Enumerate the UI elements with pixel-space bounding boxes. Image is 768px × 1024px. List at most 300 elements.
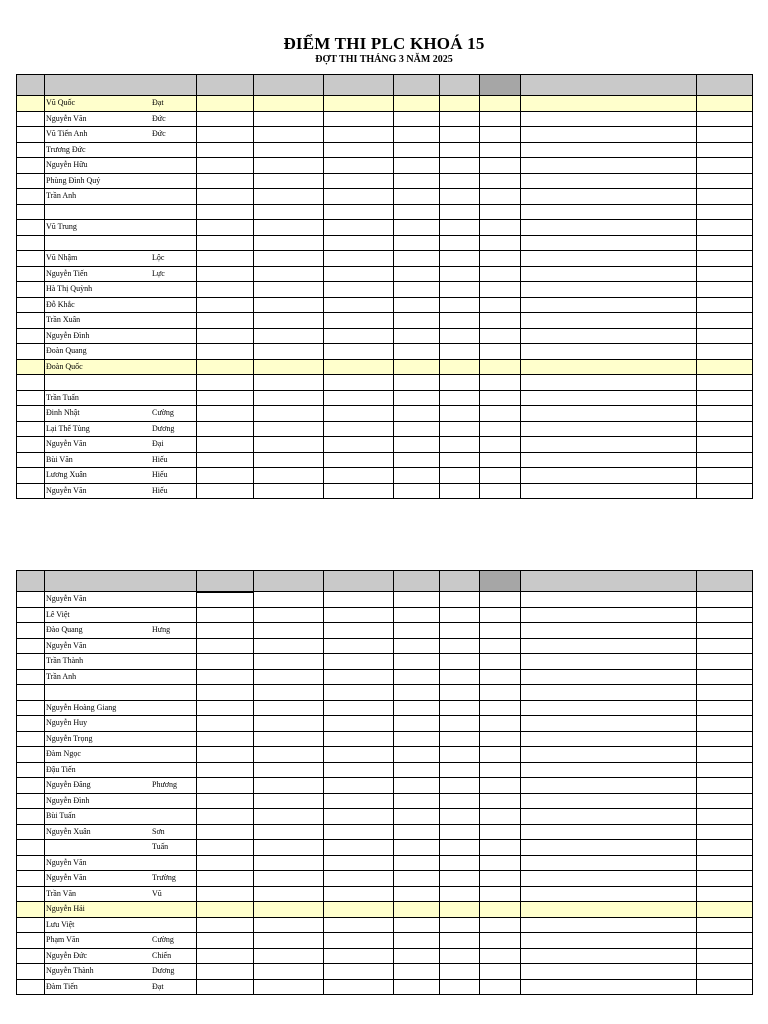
score-cell[interactable] (480, 762, 521, 778)
student-name-cell[interactable] (45, 824, 197, 840)
score-cell[interactable] (254, 251, 324, 267)
score-cell[interactable] (480, 654, 521, 670)
score-cell[interactable] (324, 158, 394, 174)
student-name-cell[interactable] (45, 638, 197, 654)
score-cell[interactable] (394, 483, 440, 499)
student-name-cell[interactable] (45, 483, 197, 499)
score-cell[interactable] (697, 344, 753, 360)
score-cell[interactable] (197, 840, 254, 856)
score-cell[interactable] (521, 840, 697, 856)
score-cell[interactable] (254, 220, 324, 236)
score-cell[interactable] (521, 871, 697, 887)
score-cell[interactable] (324, 902, 394, 918)
score-cell[interactable] (394, 344, 440, 360)
student-name-cell[interactable] (45, 731, 197, 747)
score-cell[interactable] (197, 235, 254, 251)
score-cell[interactable] (17, 607, 45, 623)
score-cell[interactable] (254, 840, 324, 856)
score-cell[interactable] (480, 824, 521, 840)
score-cell[interactable] (394, 375, 440, 391)
score-cell[interactable] (17, 979, 45, 995)
score-cell[interactable] (440, 251, 480, 267)
score-cell[interactable] (480, 220, 521, 236)
score-cell[interactable] (394, 452, 440, 468)
score-cell[interactable] (697, 638, 753, 654)
score-cell[interactable] (394, 809, 440, 825)
score-cell[interactable] (697, 762, 753, 778)
score-cell[interactable] (697, 623, 753, 639)
score-cell[interactable] (197, 220, 254, 236)
score-cell[interactable] (254, 964, 324, 980)
score-cell[interactable] (440, 127, 480, 143)
score-cell[interactable] (324, 127, 394, 143)
student-name-cell[interactable] (45, 390, 197, 406)
score-cell[interactable] (197, 375, 254, 391)
score-cell[interactable] (17, 189, 45, 205)
score-cell[interactable] (394, 282, 440, 298)
score-cell[interactable] (324, 964, 394, 980)
score-cell[interactable] (324, 204, 394, 220)
score-cell[interactable] (480, 483, 521, 499)
score-cell[interactable] (521, 344, 697, 360)
score-cell[interactable] (521, 437, 697, 453)
score-cell[interactable] (697, 406, 753, 422)
score-cell[interactable] (521, 638, 697, 654)
score-cell[interactable] (197, 731, 254, 747)
score-cell[interactable] (697, 669, 753, 685)
score-cell[interactable] (17, 328, 45, 344)
score-cell[interactable] (324, 189, 394, 205)
score-cell[interactable] (197, 189, 254, 205)
score-cell[interactable] (254, 111, 324, 127)
score-cell[interactable] (521, 220, 697, 236)
score-cell[interactable] (324, 142, 394, 158)
student-name-cell[interactable] (45, 204, 197, 220)
score-cell[interactable] (521, 483, 697, 499)
score-cell[interactable] (254, 142, 324, 158)
score-cell[interactable] (254, 778, 324, 794)
score-cell[interactable] (440, 855, 480, 871)
score-cell[interactable] (197, 313, 254, 329)
score-cell[interactable] (197, 685, 254, 701)
score-cell[interactable] (697, 809, 753, 825)
score-cell[interactable] (254, 731, 324, 747)
score-cell[interactable] (440, 654, 480, 670)
score-cell[interactable] (17, 964, 45, 980)
score-cell[interactable] (521, 406, 697, 422)
header-cell[interactable] (197, 75, 254, 96)
score-cell[interactable] (697, 979, 753, 995)
score-cell[interactable] (17, 173, 45, 189)
score-cell[interactable] (440, 452, 480, 468)
score-cell[interactable] (254, 638, 324, 654)
score-cell[interactable] (254, 607, 324, 623)
score-cell[interactable] (394, 840, 440, 856)
score-cell[interactable] (394, 871, 440, 887)
score-cell[interactable] (697, 452, 753, 468)
score-cell[interactable] (697, 359, 753, 375)
score-cell[interactable] (324, 623, 394, 639)
score-cell[interactable] (394, 747, 440, 763)
score-cell[interactable] (521, 189, 697, 205)
score-cell[interactable] (521, 111, 697, 127)
score-cell[interactable] (254, 189, 324, 205)
score-cell[interactable] (440, 344, 480, 360)
score-cell[interactable] (324, 437, 394, 453)
score-cell[interactable] (17, 669, 45, 685)
score-cell[interactable] (440, 871, 480, 887)
score-cell[interactable] (480, 731, 521, 747)
score-cell[interactable] (324, 421, 394, 437)
score-cell[interactable] (197, 809, 254, 825)
score-cell[interactable] (17, 235, 45, 251)
score-cell[interactable] (324, 917, 394, 933)
score-cell[interactable] (480, 669, 521, 685)
score-cell[interactable] (394, 762, 440, 778)
score-cell[interactable] (480, 111, 521, 127)
score-cell[interactable] (324, 607, 394, 623)
student-name-cell[interactable] (45, 421, 197, 437)
score-cell[interactable] (521, 127, 697, 143)
score-cell[interactable] (521, 809, 697, 825)
score-cell[interactable] (521, 96, 697, 112)
score-cell[interactable] (324, 592, 394, 608)
score-cell[interactable] (197, 716, 254, 732)
score-cell[interactable] (697, 421, 753, 437)
score-cell[interactable] (17, 390, 45, 406)
score-cell[interactable] (440, 313, 480, 329)
score-cell[interactable] (197, 96, 254, 112)
student-name-cell[interactable] (45, 685, 197, 701)
score-cell[interactable] (17, 638, 45, 654)
score-cell[interactable] (394, 297, 440, 313)
score-cell[interactable] (521, 142, 697, 158)
score-cell[interactable] (440, 607, 480, 623)
score-cell[interactable] (197, 468, 254, 484)
score-cell[interactable] (394, 421, 440, 437)
score-cell[interactable] (324, 220, 394, 236)
student-name-cell[interactable] (45, 623, 197, 639)
score-cell[interactable] (521, 902, 697, 918)
score-cell[interactable] (521, 654, 697, 670)
score-cell[interactable] (440, 173, 480, 189)
score-cell[interactable] (324, 390, 394, 406)
score-cell[interactable] (254, 96, 324, 112)
score-cell[interactable] (324, 762, 394, 778)
score-cell[interactable] (17, 111, 45, 127)
score-cell[interactable] (17, 359, 45, 375)
score-cell[interactable] (254, 902, 324, 918)
score-cell[interactable] (521, 607, 697, 623)
score-cell[interactable] (480, 251, 521, 267)
score-cell[interactable] (197, 359, 254, 375)
score-cell[interactable] (440, 204, 480, 220)
score-cell[interactable] (440, 375, 480, 391)
header-cell[interactable] (521, 571, 697, 592)
score-cell[interactable] (254, 592, 324, 608)
score-cell[interactable] (324, 375, 394, 391)
score-cell[interactable] (254, 344, 324, 360)
score-cell[interactable] (197, 824, 254, 840)
score-cell[interactable] (324, 793, 394, 809)
score-cell[interactable] (197, 948, 254, 964)
score-cell[interactable] (254, 173, 324, 189)
score-cell[interactable] (440, 917, 480, 933)
score-cell[interactable] (394, 359, 440, 375)
score-cell[interactable] (521, 282, 697, 298)
score-cell[interactable] (394, 917, 440, 933)
score-cell[interactable] (480, 142, 521, 158)
score-cell[interactable] (254, 793, 324, 809)
score-cell[interactable] (394, 390, 440, 406)
score-cell[interactable] (521, 266, 697, 282)
score-cell[interactable] (197, 592, 254, 608)
score-cell[interactable] (480, 778, 521, 794)
score-cell[interactable] (697, 855, 753, 871)
score-cell[interactable] (697, 902, 753, 918)
score-cell[interactable] (324, 282, 394, 298)
score-cell[interactable] (440, 406, 480, 422)
score-cell[interactable] (17, 158, 45, 174)
score-cell[interactable] (440, 189, 480, 205)
score-cell[interactable] (440, 933, 480, 949)
score-cell[interactable] (394, 979, 440, 995)
header-cell[interactable] (697, 571, 753, 592)
student-name-cell[interactable] (45, 96, 197, 112)
score-cell[interactable] (440, 96, 480, 112)
score-cell[interactable] (254, 871, 324, 887)
score-cell[interactable] (324, 468, 394, 484)
student-name-cell[interactable] (45, 933, 197, 949)
score-cell[interactable] (17, 282, 45, 298)
score-cell[interactable] (17, 592, 45, 608)
score-cell[interactable] (17, 127, 45, 143)
score-cell[interactable] (440, 948, 480, 964)
score-cell[interactable] (17, 716, 45, 732)
score-cell[interactable] (697, 158, 753, 174)
score-cell[interactable] (440, 979, 480, 995)
score-cell[interactable] (254, 437, 324, 453)
student-name-cell[interactable] (45, 297, 197, 313)
score-cell[interactable] (521, 592, 697, 608)
score-cell[interactable] (17, 762, 45, 778)
score-cell[interactable] (324, 266, 394, 282)
score-cell[interactable] (17, 685, 45, 701)
score-cell[interactable] (480, 313, 521, 329)
score-cell[interactable] (521, 747, 697, 763)
score-cell[interactable] (394, 235, 440, 251)
score-cell[interactable] (254, 669, 324, 685)
score-cell[interactable] (480, 685, 521, 701)
score-cell[interactable] (697, 933, 753, 949)
student-name-cell[interactable] (45, 127, 197, 143)
score-cell[interactable] (697, 871, 753, 887)
score-cell[interactable] (521, 762, 697, 778)
score-cell[interactable] (480, 886, 521, 902)
student-name-cell[interactable] (45, 855, 197, 871)
score-cell[interactable] (254, 716, 324, 732)
score-cell[interactable] (197, 623, 254, 639)
score-cell[interactable] (17, 297, 45, 313)
score-cell[interactable] (197, 297, 254, 313)
student-name-cell[interactable] (45, 886, 197, 902)
score-cell[interactable] (197, 855, 254, 871)
student-name-cell[interactable] (45, 328, 197, 344)
score-cell[interactable] (17, 654, 45, 670)
score-cell[interactable] (394, 220, 440, 236)
score-cell[interactable] (394, 902, 440, 918)
score-cell[interactable] (521, 700, 697, 716)
score-cell[interactable] (254, 282, 324, 298)
score-cell[interactable] (254, 359, 324, 375)
score-cell[interactable] (480, 158, 521, 174)
score-cell[interactable] (254, 235, 324, 251)
student-name-cell[interactable] (45, 592, 197, 608)
score-cell[interactable] (197, 452, 254, 468)
score-cell[interactable] (521, 235, 697, 251)
score-cell[interactable] (440, 964, 480, 980)
score-cell[interactable] (480, 266, 521, 282)
score-cell[interactable] (697, 592, 753, 608)
score-cell[interactable] (697, 235, 753, 251)
score-cell[interactable] (197, 142, 254, 158)
header-cell[interactable] (17, 75, 45, 96)
score-cell[interactable] (480, 204, 521, 220)
score-cell[interactable] (394, 623, 440, 639)
score-cell[interactable] (17, 809, 45, 825)
score-cell[interactable] (521, 948, 697, 964)
score-cell[interactable] (480, 282, 521, 298)
score-cell[interactable] (197, 127, 254, 143)
score-cell[interactable] (394, 716, 440, 732)
score-cell[interactable] (521, 855, 697, 871)
score-cell[interactable] (521, 669, 697, 685)
score-cell[interactable] (697, 964, 753, 980)
score-cell[interactable] (324, 344, 394, 360)
score-cell[interactable] (480, 902, 521, 918)
student-name-cell[interactable] (45, 654, 197, 670)
score-cell[interactable] (394, 793, 440, 809)
score-cell[interactable] (697, 778, 753, 794)
header-cell[interactable] (697, 75, 753, 96)
score-cell[interactable] (480, 189, 521, 205)
score-cell[interactable] (440, 840, 480, 856)
score-cell[interactable] (697, 607, 753, 623)
student-name-cell[interactable] (45, 375, 197, 391)
score-cell[interactable] (440, 282, 480, 298)
score-cell[interactable] (521, 375, 697, 391)
score-cell[interactable] (394, 266, 440, 282)
header-cell[interactable] (45, 75, 197, 96)
score-cell[interactable] (394, 886, 440, 902)
score-cell[interactable] (480, 809, 521, 825)
score-cell[interactable] (480, 437, 521, 453)
score-cell[interactable] (17, 731, 45, 747)
score-cell[interactable] (697, 654, 753, 670)
score-cell[interactable] (394, 142, 440, 158)
score-cell[interactable] (480, 452, 521, 468)
student-name-cell[interactable] (45, 778, 197, 794)
score-cell[interactable] (440, 421, 480, 437)
score-cell[interactable] (324, 871, 394, 887)
score-cell[interactable] (324, 716, 394, 732)
score-cell[interactable] (697, 747, 753, 763)
score-cell[interactable] (17, 948, 45, 964)
score-cell[interactable] (324, 731, 394, 747)
score-cell[interactable] (440, 111, 480, 127)
score-cell[interactable] (324, 406, 394, 422)
score-cell[interactable] (197, 902, 254, 918)
header-cell[interactable] (45, 571, 197, 592)
score-cell[interactable] (324, 886, 394, 902)
score-cell[interactable] (440, 793, 480, 809)
student-name-cell[interactable] (45, 700, 197, 716)
student-name-cell[interactable] (45, 313, 197, 329)
score-cell[interactable] (697, 127, 753, 143)
score-cell[interactable] (521, 251, 697, 267)
score-cell[interactable] (197, 917, 254, 933)
score-cell[interactable] (254, 313, 324, 329)
student-name-cell[interactable] (45, 840, 197, 856)
score-cell[interactable] (440, 886, 480, 902)
student-name-cell[interactable] (45, 344, 197, 360)
score-cell[interactable] (17, 700, 45, 716)
score-cell[interactable] (324, 297, 394, 313)
score-cell[interactable] (394, 700, 440, 716)
score-cell[interactable] (394, 638, 440, 654)
score-cell[interactable] (324, 235, 394, 251)
score-cell[interactable] (254, 747, 324, 763)
score-cell[interactable] (17, 778, 45, 794)
header-cell[interactable] (394, 571, 440, 592)
score-cell[interactable] (697, 468, 753, 484)
score-cell[interactable] (254, 762, 324, 778)
score-cell[interactable] (254, 917, 324, 933)
score-cell[interactable] (394, 592, 440, 608)
score-cell[interactable] (480, 979, 521, 995)
score-cell[interactable] (440, 731, 480, 747)
score-cell[interactable] (324, 855, 394, 871)
score-cell[interactable] (197, 638, 254, 654)
header-cell[interactable] (440, 75, 480, 96)
score-cell[interactable] (480, 328, 521, 344)
score-cell[interactable] (521, 421, 697, 437)
header-cell[interactable] (480, 571, 521, 592)
score-cell[interactable] (254, 266, 324, 282)
score-cell[interactable] (521, 933, 697, 949)
score-cell[interactable] (697, 266, 753, 282)
score-cell[interactable] (440, 623, 480, 639)
score-cell[interactable] (254, 390, 324, 406)
score-cell[interactable] (324, 328, 394, 344)
score-cell[interactable] (254, 700, 324, 716)
score-cell[interactable] (697, 111, 753, 127)
score-cell[interactable] (440, 669, 480, 685)
score-cell[interactable] (697, 375, 753, 391)
student-name-cell[interactable] (45, 871, 197, 887)
score-cell[interactable] (254, 158, 324, 174)
score-cell[interactable] (394, 933, 440, 949)
score-cell[interactable] (697, 917, 753, 933)
score-cell[interactable] (521, 468, 697, 484)
score-cell[interactable] (521, 204, 697, 220)
student-name-cell[interactable] (45, 468, 197, 484)
score-cell[interactable] (254, 452, 324, 468)
score-cell[interactable] (697, 328, 753, 344)
score-cell[interactable] (254, 886, 324, 902)
score-cell[interactable] (17, 468, 45, 484)
score-cell[interactable] (440, 390, 480, 406)
